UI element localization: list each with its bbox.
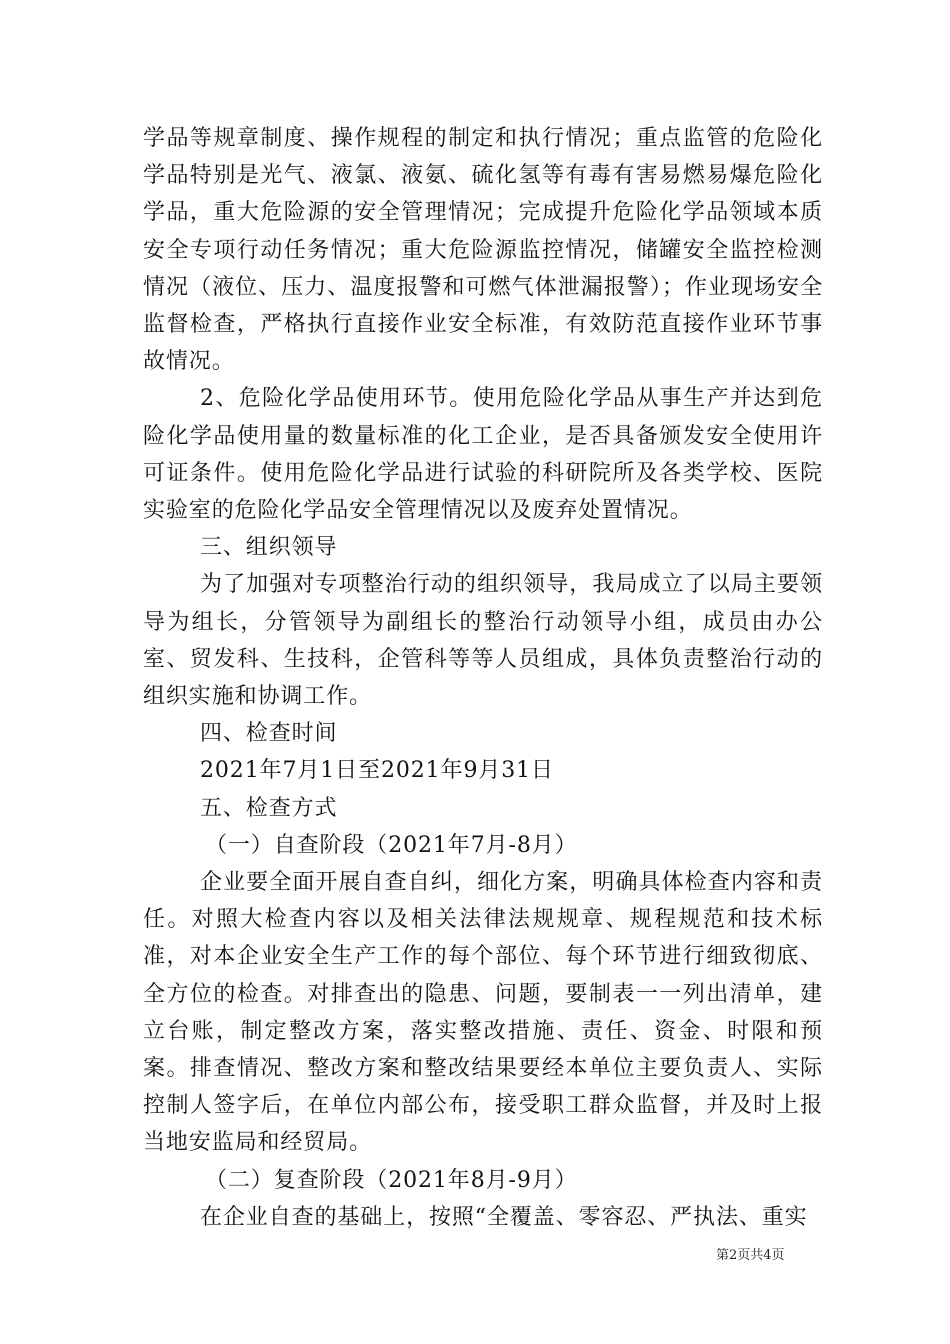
paragraph-4: 为了加强对专项整治行动的组织领导，我局成立了以局主要领导为组长，分管领导为副组长的整治行动领导小组，成员由办公室、贸发科、生技科，企管科等等人员组成，具体负责整治行动的组织实施和协调工作。 [143,572,823,710]
paragraph-1: 学品等规章制度、操作规程的制定和执行情况；重点监管的危险化学品特别是光气、液氯、液氨、硫化氢等有毒有害易燃易爆危险化学品，重大危险源的安全管理情况；完成提升危险化学品领域本质安全专项行动任务情况；重大危险源监控情况，储罐安全监控检测情况（液位、压力、温度报警和可燃气体泄漏报警）；作业现场安全监督检查，严格执行直接作业安全标准，有效防范直接作业环节事故情况。 [143,126,823,375]
paragraph-9: 企业要全面开展自查自纠，细化方案，明确具体检查内容和责任。对照大检查内容以及相关法律法规规章、规程规范和技术标准，对本企业安全生产工作的每个部位、每个环节进行细致彻底、全方位的检查。对排查出的隐患、问题，要制表一一列出清单，建立台账，制定整改方案，落实整改措施、责任、资金、时限和预案。排查情况、整改方案和整改结果要经本单位主要负责人、实际控制人签字后，在单位内部公布，接受职工群众监督，并及时上报当地安监局和经贸局。 [143,870,823,1156]
section-heading-inspection-method: 五、检查方式 [200,795,338,821]
paragraph-2: 2、危险化学品使用环节。使用危险化学品从事生产并达到危险化学品使用量的数量标准的化工企业，是否具备颁发安全使用许可证条件。使用危险化学品进行试验的科研院所及各类学校、医院实验室的危险化学品安全管理情况以及废弃处置情况。 [143,386,823,524]
subheading-recheck: （二）复查阶段（2021年8月-9月） [205,1167,578,1193]
inspection-date-range: 2021年7月1日至2021年9月31日 [200,758,554,784]
section-heading-organization: 三、组织领导 [200,535,338,561]
section-heading-inspection-time: 四、检查时间 [200,721,338,747]
paragraph-11: 在企业自查的基础上，按照“全覆盖、零容忍、严执法、重实 [200,1204,808,1230]
page-number: 第2页共4页 [716,1248,785,1263]
subheading-self-check: （一）自查阶段（2021年7月-8月） [205,832,578,858]
document-body [143,120,823,1236]
